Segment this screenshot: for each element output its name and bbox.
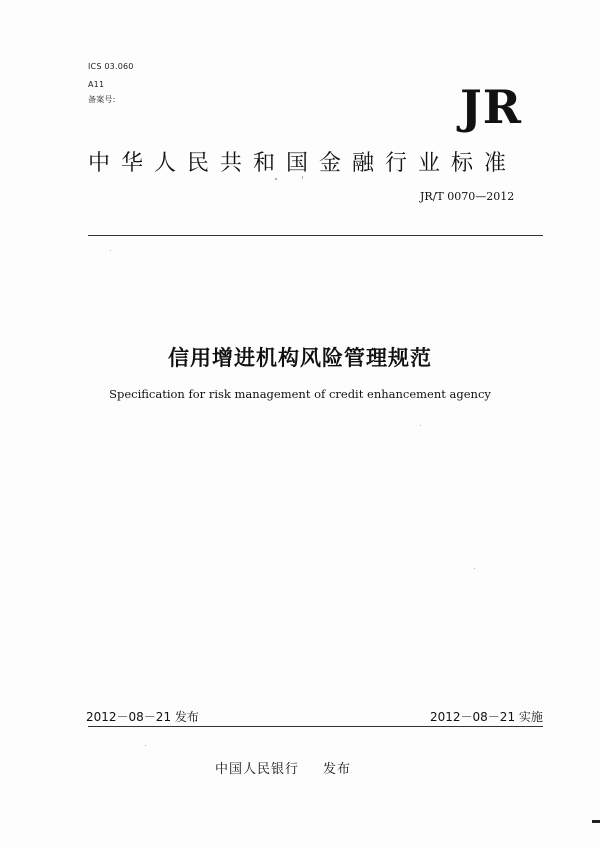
ics-code: ICS 03.060: [88, 62, 134, 71]
record-number-label: 备案号:: [88, 95, 116, 104]
classification-code: A11: [88, 80, 105, 89]
header-divider: [88, 235, 543, 236]
issuer-line: [215, 758, 351, 777]
edge-mark: [592, 820, 600, 823]
scan-speck: [474, 568, 475, 569]
scan-speck: [145, 745, 146, 746]
publish-date: 2012－08－21 发布: [86, 710, 199, 724]
jr-logo: JR: [460, 80, 522, 134]
scan-speck: [302, 176, 303, 179]
organization-title: 中华人民共和国金融行业标准: [88, 151, 518, 176]
document-title-chinese: 信用增进机构风险管理规范: [168, 346, 432, 370]
document-title-english: Specification for risk management of credit enhancement agency: [109, 387, 491, 401]
footer-divider: [88, 726, 543, 727]
effective-date: 2012－08－21 实施: [430, 710, 543, 724]
standard-number: JR/T 0070—2012: [420, 190, 515, 203]
scan-speck: [275, 178, 277, 180]
issuer-action: 发布: [323, 762, 352, 777]
scan-speck: [420, 425, 421, 426]
issuer-name: 中国人民银行: [215, 762, 300, 777]
scan-speck: [110, 250, 111, 251]
